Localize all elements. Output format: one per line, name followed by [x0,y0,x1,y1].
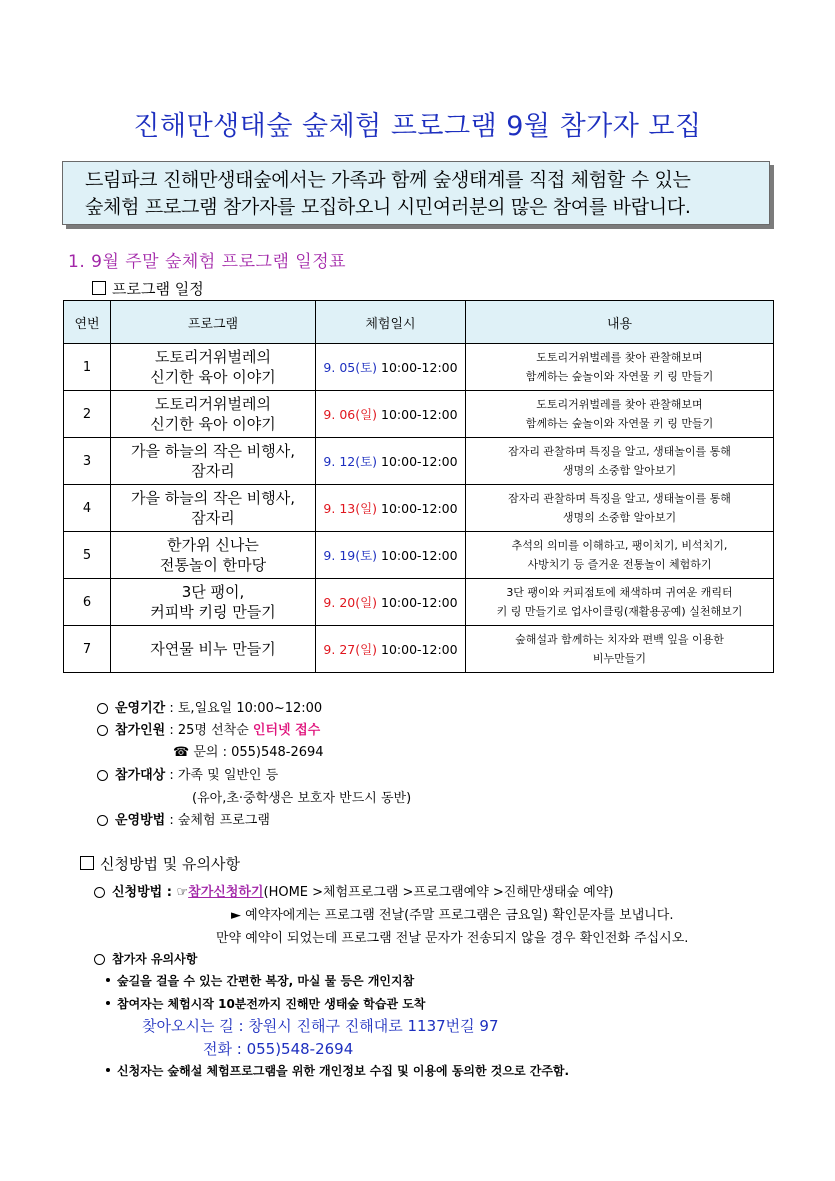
row-date [316,626,466,673]
date-prefix: 9. [323,407,340,422]
description-line-2: 함께하는 숲놀이와 자연물 키 링 만들기 [525,417,714,430]
table-row [64,532,774,579]
description-line-1: 추석의 의미를 이해하고, 팽이치기, 비석치기, [511,539,728,552]
row-date [316,532,466,579]
program-line-2: 신기한 육아 이야기 [150,415,276,433]
row-date [316,391,466,438]
circle-bullet-icon [97,725,108,736]
checkbox-square-icon [92,281,106,295]
address-line: 찾아오시는 길 : 창원시 진해구 진해대로 1137번길 97 [142,1017,499,1035]
row-description [466,579,774,626]
description-line-1: 도토리거위벌레를 찾아 관찰해보며 [536,398,703,411]
info-period: 운영기간 : 토,일요일 10:00~12:00 [97,697,322,716]
date-day: 12(토) [339,454,378,469]
row-program [111,626,316,673]
row-description [466,626,774,673]
notice-line-1: ► 예약자에게는 프로그램 전날(주말 프로그램은 금요일) 확인문자를 보냅니다. [231,908,674,923]
program-line-1: 도토리거위벌레의 [155,395,271,413]
tel-line: 전화 : 055)548-2694 [203,1040,354,1058]
date-day: 27(일) [339,642,378,657]
date-time: 10:00-12:00 [377,454,458,469]
info-phone: ☎ 문의 : 055)548-2694 [173,745,324,760]
header-num: 연번 [64,301,111,344]
row-number: 4 [64,485,111,532]
intro-box [62,161,770,225]
row-description [466,532,774,579]
info-target: 참가대상 : 가족 및 일반인 등 [97,764,278,783]
table-row [64,579,774,626]
pointer-hand-icon: ☞ [176,885,189,900]
date-prefix: 9. [323,454,340,469]
program-line-1: 도토리거위벌레의 [155,348,271,366]
row-program [111,485,316,532]
row-description [466,344,774,391]
section-1-heading: 1. 9월 주말 숲체험 프로그램 일정표 [68,252,347,272]
row-date [316,485,466,532]
date-prefix: 9. [323,501,340,516]
row-program [111,438,316,485]
date-time: 10:00-12:00 [377,501,458,516]
date-day: 05(토) [339,360,378,375]
apply-link[interactable]: 참가신청하기 [188,885,264,900]
date-prefix: 9. [323,642,340,657]
description-line-2: 키 링 만들기로 업사이클링(재활용공예) 실천해보기 [496,605,743,618]
description-line-2: 비누만들기 [592,652,647,665]
circle-bullet-icon [94,887,105,898]
circle-bullet-icon [97,770,108,781]
info-capacity: 참가인원 : 25명 선착순 인터넷 접수 [97,719,320,738]
row-number: 3 [64,438,111,485]
program-line-2: 잠자리 [191,462,235,480]
date-day: 19(토) [339,548,378,563]
row-date [316,344,466,391]
row-program [111,532,316,579]
date-day: 06(일) [339,407,378,422]
description-line-1: 도토리거위벌레를 찾아 관찰해보며 [536,351,703,364]
table-header-row [64,301,774,344]
description-line-2: 생명의 소중함 알아보기 [562,511,677,524]
description-line-1: 숲해설과 함께하는 치자와 편백 잎을 이용한 [515,633,724,646]
notice-line-2: 만약 예약이 되었는데 프로그램 전날 문자가 전송되지 않을 경우 확인전화 주십시오. [216,931,689,946]
row-description [466,485,774,532]
description-line-1: 잠자리 관찰하며 특징을 알고, 생태놀이를 통해 [508,492,731,505]
table-row [64,438,774,485]
date-prefix: 9. [323,548,340,563]
checkbox-square-icon [80,856,94,870]
caution-heading: 참가자 유의사항 [94,950,197,967]
program-line-2: 전통놀이 한마당 [159,556,267,574]
program-line-1: 가을 하늘의 작은 비행사, [131,489,295,507]
header-date: 체험일시 [316,301,466,344]
bullet-dot-icon [106,1001,110,1005]
date-prefix: 9. [323,360,340,375]
apply-method-line: 신청방법 : ☞참가신청하기(HOME >체험프로그램 >프로그램예약 >진해만생태숲 예약) [94,881,613,900]
row-number: 7 [64,626,111,673]
date-time: 10:00-12:00 [377,407,458,422]
header-content: 내용 [466,301,774,344]
header-program: 프로그램 [111,301,316,344]
program-line-1: 한가위 신나는 [167,536,259,554]
program-line-1: 자연물 비누 만들기 [150,640,276,658]
date-time: 10:00-12:00 [377,595,458,610]
program-line-1: 가을 하늘의 작은 비행사, [131,442,295,460]
page-title: 진해만생태숲 숲체험 프로그램 9월 참가자 모집 [133,111,702,142]
circle-bullet-icon [94,954,105,965]
date-time: 10:00-12:00 [377,548,458,563]
date-day: 13(일) [339,501,378,516]
date-time: 10:00-12:00 [377,360,458,375]
program-line-2: 커피박 키링 만들기 [150,603,276,621]
program-line-2: 잠자리 [191,509,235,527]
schedule-table [63,300,774,673]
circle-bullet-icon [97,815,108,826]
schedule-subheading: 프로그램 일정 [92,278,204,299]
date-day: 20(일) [339,595,378,610]
row-description [466,438,774,485]
bullet-dot-icon [106,978,110,982]
program-line-1: 3단 팽이, [181,583,245,601]
table-row [64,626,774,673]
row-number: 1 [64,344,111,391]
row-number: 5 [64,532,111,579]
section-2-heading: 신청방법 및 유의사항 [80,853,240,874]
row-number: 2 [64,391,111,438]
caution-bullet-1: 숲길을 걸을 수 있는 간편한 복장, 마실 물 등은 개인지참 [106,972,414,989]
row-program [111,391,316,438]
row-date [316,579,466,626]
info-method: 운영방법 : 숲체험 프로그램 [97,809,270,828]
program-line-2: 신기한 육아 이야기 [150,368,276,386]
table-row [64,344,774,391]
row-date [316,438,466,485]
intro-line-1: 드림파크 진해만생태숲에서는 가족과 함께 숲생태계를 직접 체험할 수 있는 [85,169,691,191]
row-program [111,344,316,391]
description-line-1: 3단 팽이와 커피점토에 채색하며 귀여운 캐릭터 [506,586,733,599]
date-time: 10:00-12:00 [377,642,458,657]
circle-bullet-icon [97,703,108,714]
intro-line-2: 숲체험 프로그램 참가자를 모집하오니 시민여러분의 많은 참여를 바랍니다. [85,196,691,218]
row-description [466,391,774,438]
description-line-2: 사방치기 등 즐거운 전통놀이 체험하기 [527,558,712,571]
internet-apply-highlight: 인터넷 접수 [252,723,321,738]
row-program [111,579,316,626]
phone-icon: ☎ [173,745,190,760]
table-row [64,391,774,438]
date-prefix: 9. [323,595,340,610]
info-target-note: (유아,초·중학생은 보호자 반드시 동반) [192,791,412,806]
bullet-dot-icon [106,1068,110,1072]
table-row [64,485,774,532]
row-number: 6 [64,579,111,626]
description-line-2: 생명의 소중함 알아보기 [562,464,677,477]
caution-bullet-3: 신청자는 숲해설 체험프로그램을 위한 개인정보 수집 및 이용에 동의한 것으로 간주함. [106,1062,569,1079]
caution-bullet-2: 참여자는 체험시작 10분전까지 진해만 생태숲 학습관 도착 [106,995,425,1012]
description-line-2: 함께하는 숲놀이와 자연물 키 링 만들기 [525,370,714,383]
description-line-1: 잠자리 관찰하며 특징을 알고, 생태놀이를 통해 [508,445,731,458]
